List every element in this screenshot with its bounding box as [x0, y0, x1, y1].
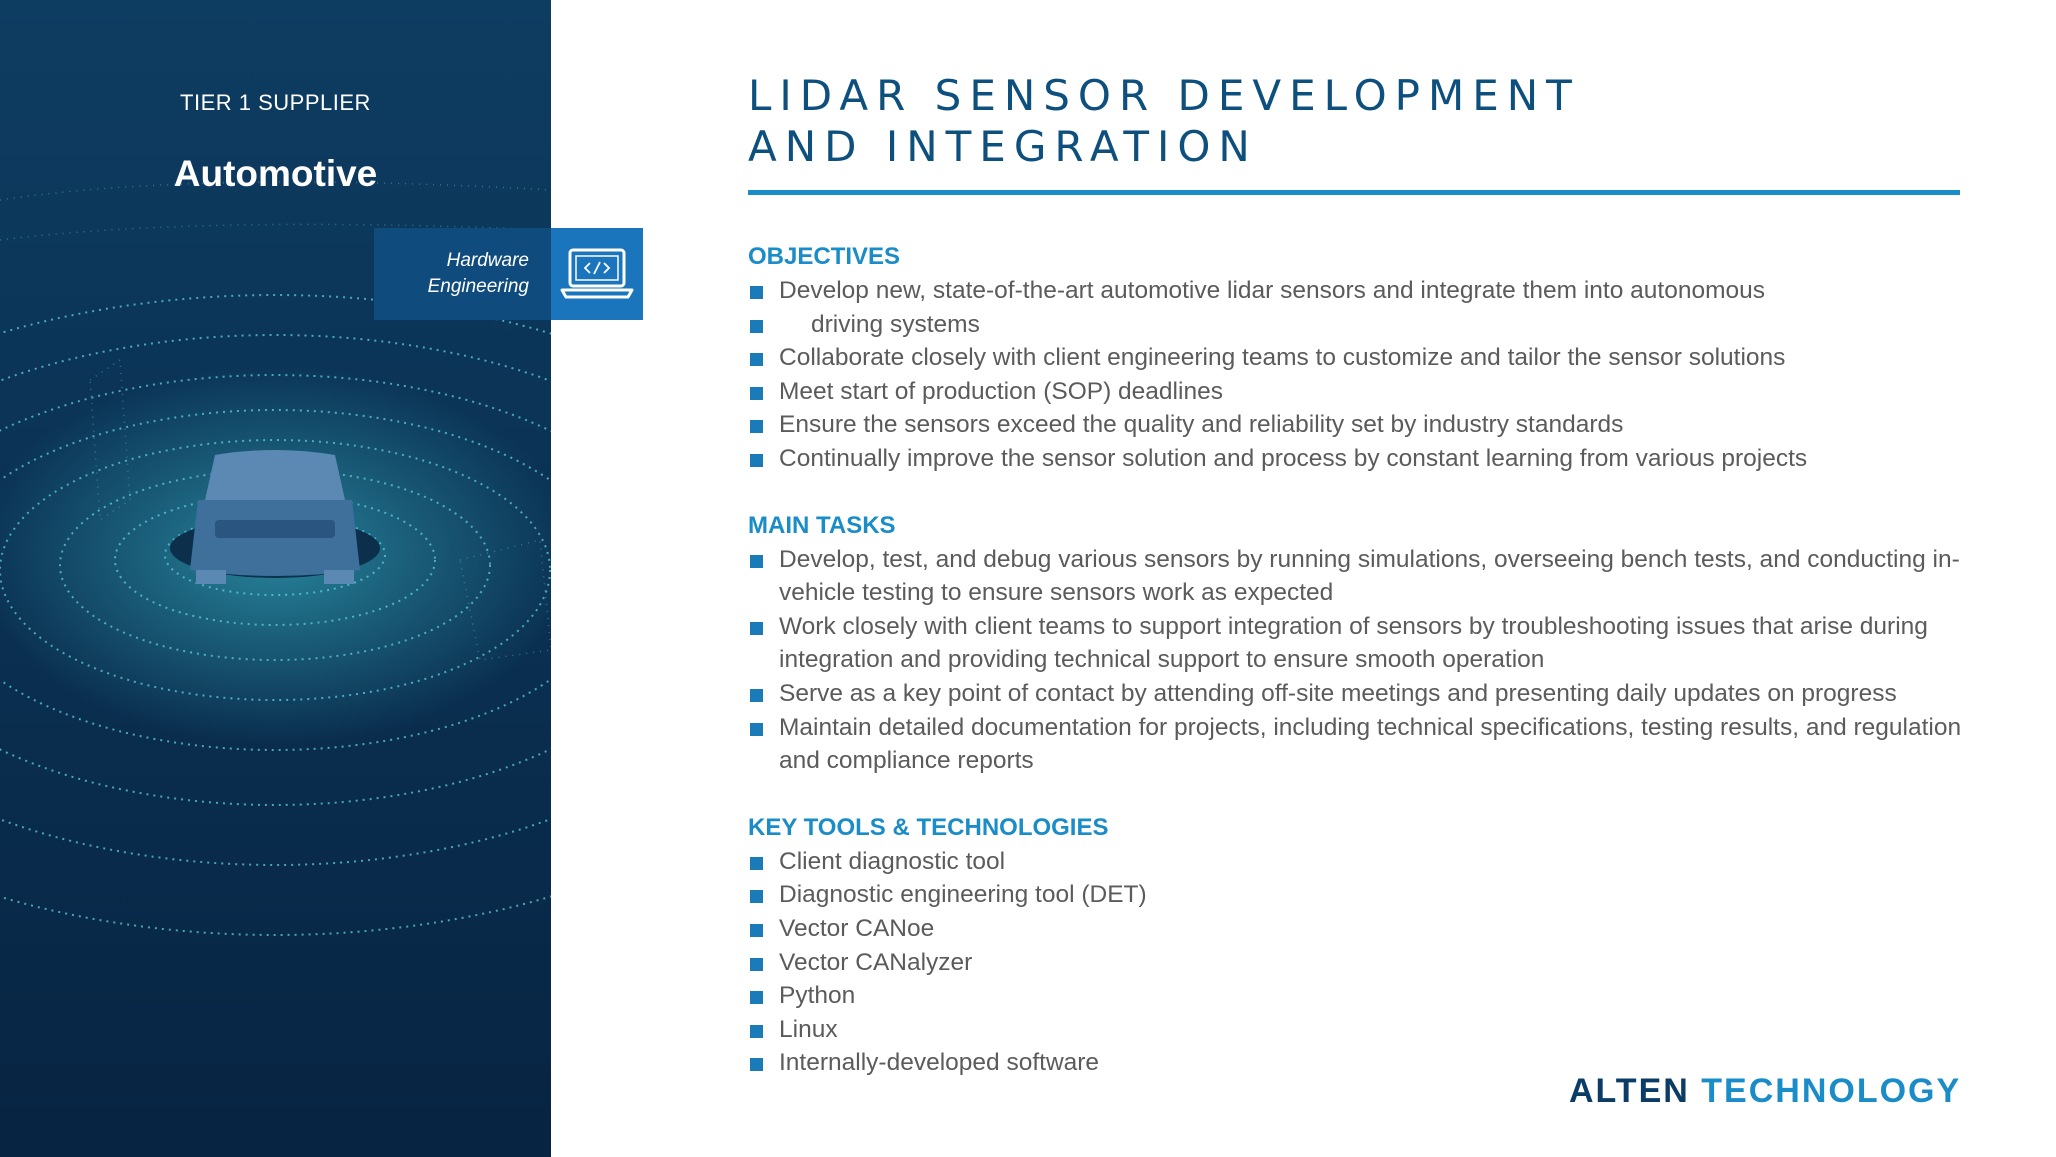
- title-line-1: LIDAR SENSOR DEVELOPMENT: [748, 71, 1580, 120]
- logo-word-technology: TECHNOLOGY: [1701, 1072, 1962, 1110]
- list-item: Vector CANoe: [748, 912, 1978, 946]
- objectives-heading: OBJECTIVES: [748, 243, 901, 270]
- bullet-square-icon: [750, 924, 763, 937]
- bullet-square-icon: [750, 420, 763, 433]
- tools-list: [748, 845, 1978, 1080]
- content-area: [748, 240, 1978, 1080]
- list-item: Collaborate closely with client engineering teams to customize and tailor the sensor solutions: [748, 341, 1978, 375]
- list-item: Diagnostic engineering tool (DET): [748, 878, 1978, 912]
- bullet-square-icon: [750, 857, 763, 870]
- bullet-square-icon: [750, 1025, 763, 1038]
- bullet-square-icon: [750, 454, 763, 467]
- list-item: Meet start of production (SOP) deadlines: [748, 375, 1978, 409]
- title-line-2: AND INTEGRATION: [748, 122, 1258, 171]
- objectives-list: [748, 274, 1978, 476]
- supplier-label: TIER 1 SUPPLIER: [180, 90, 371, 115]
- main-tasks-heading: MAIN TASKS: [748, 511, 896, 539]
- company-logo: [1569, 1072, 1961, 1111]
- bullet-square-icon: [750, 1058, 763, 1071]
- bullet-square-icon: [750, 353, 763, 366]
- main-tasks-list: [748, 543, 1978, 778]
- bullet-square-icon: [750, 689, 763, 702]
- bullet-square-icon: [750, 622, 763, 635]
- list-item: Develop, test, and debug various sensors by running simulations, overseeing bench tests, and conducting in-vehicle testing to ensure sensors work as expected: [748, 543, 1978, 610]
- badge-label-line1: Hardware: [446, 250, 529, 271]
- hero-panel: [0, 0, 551, 1157]
- bullet-square-icon: [750, 387, 763, 400]
- laptop-code-icon: [551, 228, 643, 320]
- list-item: Continually improve the sensor solution and process by constant learning from various projects: [748, 442, 1978, 476]
- list-item: Python: [748, 979, 1978, 1013]
- page-title: [748, 70, 1580, 172]
- title-divider: [748, 190, 1960, 195]
- list-item: Linux: [748, 1013, 1978, 1047]
- car-shape: [190, 450, 360, 584]
- bullet-square-icon: [750, 320, 763, 333]
- discipline-badge: [374, 228, 643, 320]
- bullet-square-icon: [750, 555, 763, 568]
- bullet-square-icon: [750, 991, 763, 1004]
- logo-word-alten: ALTEN: [1569, 1072, 1690, 1110]
- list-item: Develop new, state-of-the-art automotive lidar sensors and integrate them into autonomous: [748, 274, 1978, 308]
- list-item: driving systems: [748, 308, 1978, 342]
- list-item: Vector CANalyzer: [748, 946, 1978, 980]
- list-item: Ensure the sensors exceed the quality and reliability set by industry standards: [748, 408, 1978, 442]
- bullet-square-icon: [750, 958, 763, 971]
- list-item: Client diagnostic tool: [748, 845, 1978, 879]
- industry-title: Automotive: [173, 153, 378, 194]
- bullet-square-icon: [750, 723, 763, 736]
- list-item: Work closely with client teams to support integration of sensors by troubleshooting issues that arise during integration and providing technical support to ensure smooth operation: [748, 610, 1978, 677]
- badge-label: [374, 228, 551, 320]
- tools-heading: KEY TOOLS & TECHNOLOGIES: [748, 813, 1109, 841]
- list-item: Serve as a key point of contact by attending off-site meetings and presenting daily updates on progress: [748, 677, 1978, 711]
- list-item: Internally-developed software: [748, 1046, 1978, 1080]
- badge-label-line2: Engineering: [427, 276, 529, 297]
- list-item: Maintain detailed documentation for projects, including technical specifications, testing results, and regulation and compliance reports: [748, 711, 1978, 778]
- bullet-square-icon: [750, 890, 763, 903]
- bullet-square-icon: [750, 286, 763, 299]
